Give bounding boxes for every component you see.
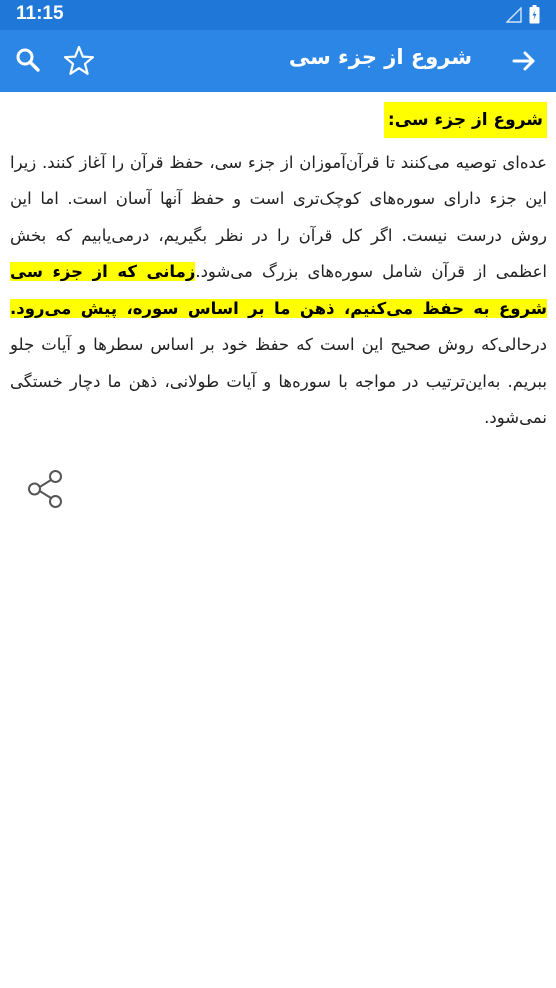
paragraph-text-after: درحالی‌که روش صحیح این است که حفظ خود بر اساس سطرها و آیات جلو ببریم. به‌این‌ترتیب در مواجه با سوره‌ها و آیات طولانی، ذهن ما دچار خستگی نمی‌شود. (10, 335, 547, 427)
app-bar (0, 30, 556, 92)
signal-icon (506, 7, 522, 23)
highlighted-text: زمانی که از جزء سی شروع به حفظ می‌کنیم، ذهن ما بر اساس سوره، پیش می‌رود. (10, 262, 547, 318)
search-icon[interactable] (12, 44, 44, 76)
page-title: شروع از جزء سی (288, 45, 472, 69)
battery-icon (529, 5, 540, 24)
status-time: 11:15 (16, 3, 64, 24)
status-bar (0, 0, 556, 30)
arrow-right-icon[interactable] (508, 45, 540, 77)
article-content (10, 102, 547, 437)
article-paragraph (10, 145, 547, 437)
article-heading: شروع از جزء سی: (384, 102, 547, 138)
paragraph-text-before: عده‌ای توصیه می‌کنند تا قرآن‌آموزان از جزء سی، حفظ قرآن را آغاز کنند. زیرا این جزء دارای سوره‌های کوچک‌تری است و حفظ آنها آسان است. اما این روش درست نیست. اگر کل قرآن را در نظر بگیریم، درمی‌یابیم که بخش اعظمی از قرآن شامل سوره‌های بزرگ می‌شود. (10, 152, 548, 281)
share-icon[interactable] (26, 468, 66, 510)
heading-line (10, 102, 547, 139)
star-icon[interactable] (61, 43, 97, 79)
